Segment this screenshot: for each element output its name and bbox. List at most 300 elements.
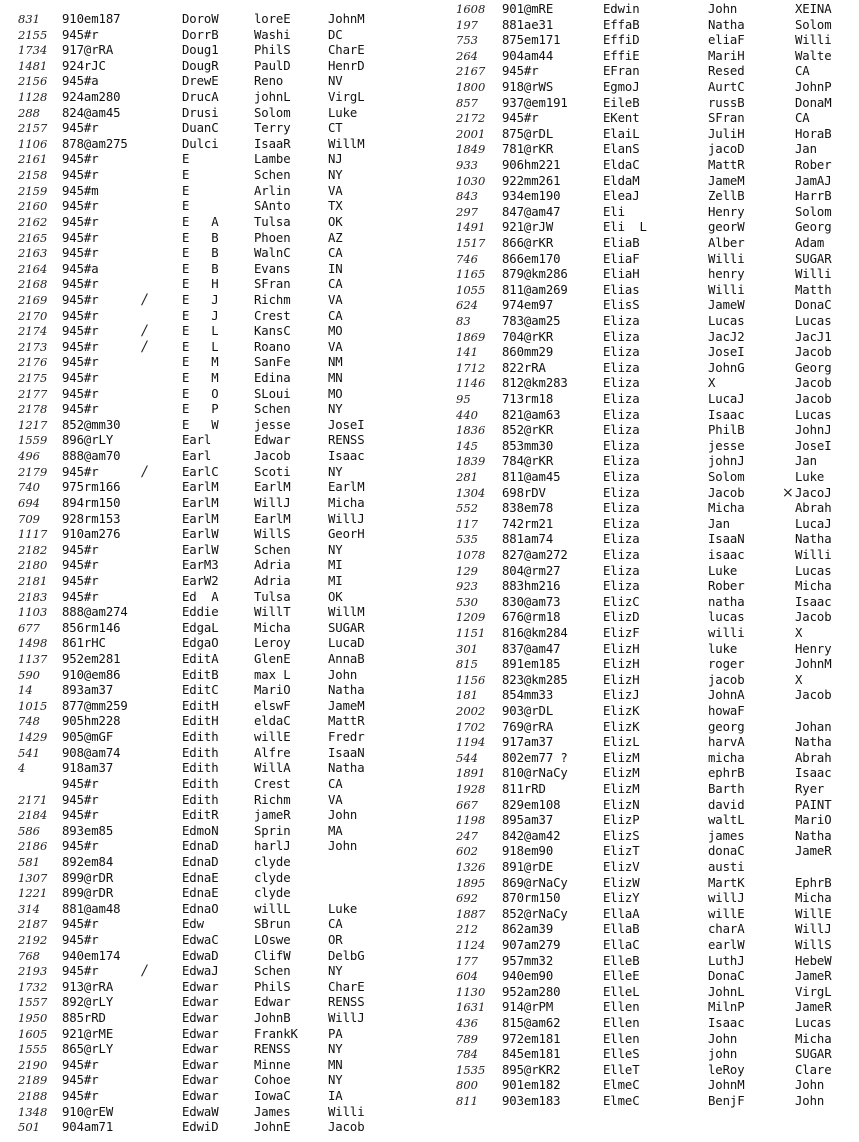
given-name: E H <box>182 277 219 292</box>
ledger-row <box>0 448 440 464</box>
entry-number: 1117 <box>18 527 48 542</box>
given-name: ElmeC <box>603 1094 640 1108</box>
third-name: NV <box>328 74 343 89</box>
third-name: IN <box>328 261 343 276</box>
entry-code: 974em97 <box>502 298 554 313</box>
entry-code: 945#r <box>62 277 99 292</box>
third-name: NM <box>328 355 343 370</box>
entry-code: 881am74 <box>502 532 554 547</box>
ledger-row <box>0 854 440 870</box>
second-name: EarlM <box>254 480 291 495</box>
given-name: Edith <box>182 730 219 745</box>
entry-code: 893am37 <box>62 683 114 698</box>
entry-code: 945#r <box>62 308 99 323</box>
ledger-row <box>0 589 440 605</box>
ledger-row <box>440 937 859 953</box>
ledger-row <box>440 609 859 625</box>
entry-number: 552 <box>456 501 478 516</box>
ledger-row <box>440 953 859 969</box>
entry-code: 945#r <box>62 1073 99 1088</box>
entry-number: 2180 <box>18 558 48 573</box>
second-name: SBrun <box>254 917 291 932</box>
entry-number: 4 <box>18 761 26 776</box>
given-name: EffaB <box>603 17 640 32</box>
given-name: EllaB <box>603 922 640 937</box>
second-name: willE <box>708 906 745 921</box>
entry-code: 917am37 <box>502 735 554 750</box>
entry-code: 945#r <box>62 464 99 479</box>
third-name: MO <box>328 324 343 339</box>
ledger-row <box>440 32 859 48</box>
second-name: georg <box>708 719 745 734</box>
entry-number: 1137 <box>18 652 48 666</box>
entry-code: 888@am274 <box>62 605 128 620</box>
entry-code: 830@am73 <box>502 594 561 609</box>
entry-number: 2159 <box>18 183 48 198</box>
entry-code: 856rm146 <box>62 620 121 635</box>
entry-code: 945#r <box>62 355 99 370</box>
second-name: JameM <box>708 173 745 188</box>
ledger-row <box>440 672 859 688</box>
entry-code: 906hm221 <box>502 158 561 172</box>
third-name: Natha <box>795 532 832 547</box>
ledger-row <box>0 261 440 277</box>
entry-code: 894rm150 <box>62 495 121 510</box>
third-name: Jacob <box>795 392 832 406</box>
given-name: E W <box>182 417 219 432</box>
ledger-row <box>440 204 859 220</box>
entry-number: 2171 <box>18 792 48 807</box>
second-name: RENSS <box>254 1042 291 1057</box>
given-name: E L <box>182 339 219 354</box>
second-name: Schen <box>254 542 291 557</box>
entry-number: 2170 <box>18 308 48 323</box>
ledger-row <box>0 838 440 854</box>
entry-number: 264 <box>456 48 478 63</box>
entry-number: 1151 <box>456 626 486 640</box>
ledger-row <box>0 885 440 901</box>
entry-code: 869@rNaCy <box>502 875 568 890</box>
entry-number: 677 <box>18 620 40 635</box>
entry-number: 753 <box>456 33 478 48</box>
entry-number: 2174 <box>18 324 48 339</box>
third-name: NY <box>328 542 343 557</box>
given-name: EarlM <box>182 480 219 495</box>
given-name: Eli <box>603 204 625 219</box>
second-name: Evans <box>254 261 291 276</box>
second-name: Arlin <box>254 183 291 198</box>
entry-number: 281 <box>456 470 478 484</box>
entry-number: 857 <box>456 95 478 110</box>
ledger-row <box>0 386 440 402</box>
ledger-row <box>440 547 859 563</box>
entry-code: 888@am70 <box>62 449 121 464</box>
given-name: Eliza <box>603 360 640 375</box>
entry-code: 783@am25 <box>502 314 561 328</box>
second-name: JoseI <box>708 345 745 360</box>
given-name: EffiE <box>603 48 640 63</box>
given-name: ElizK <box>603 704 640 718</box>
second-name: JohnB <box>254 1011 291 1026</box>
given-name: Eliza <box>603 470 640 484</box>
ledger-row <box>0 1119 440 1135</box>
entry-number: 2186 <box>18 839 48 854</box>
given-name: Edith <box>182 761 219 776</box>
ledger-row <box>440 266 859 282</box>
entry-number: 2184 <box>18 808 48 823</box>
given-name: EditA <box>182 652 219 666</box>
second-name: John <box>708 1031 738 1046</box>
entry-code: 918am37 <box>62 761 114 776</box>
given-name: E M <box>182 371 219 386</box>
ledger-row <box>0 495 440 511</box>
third-name: Abrah <box>795 501 832 516</box>
entry-code: 924rJC <box>62 58 106 73</box>
entry-code: 945#r <box>62 152 99 167</box>
entry-number: 117 <box>456 516 478 531</box>
entry-code: 922mm261 <box>502 173 561 188</box>
given-name: Eliza <box>603 345 640 360</box>
entry-number: 1326 <box>456 860 486 874</box>
entry-code: 804@rm27 <box>502 563 561 578</box>
second-name: JohnL <box>708 984 745 999</box>
second-name: JameW <box>708 298 745 313</box>
second-name: Rober <box>708 579 745 594</box>
second-name: Cohoe <box>254 1073 291 1088</box>
entry-code: 945#r <box>62 964 99 979</box>
second-name: jacob <box>708 672 745 687</box>
entry-code: 910em187 <box>62 12 121 26</box>
second-name: willE <box>254 730 291 745</box>
second-name: Solom <box>708 470 745 484</box>
entry-number: 83 <box>456 314 471 328</box>
entry-number: 1221 <box>18 886 48 901</box>
third-name: Henry <box>795 641 832 656</box>
second-name: Lucas <box>708 314 745 328</box>
ledger-row <box>440 516 859 532</box>
third-name: Micha <box>795 579 832 594</box>
entry-code: 972em181 <box>502 1031 561 1046</box>
second-name: Tulsa <box>254 589 291 604</box>
entry-code: 860mm29 <box>502 345 554 360</box>
entry-number: 2169 <box>18 292 48 307</box>
given-name: ElizH <box>603 672 640 687</box>
entry-code: 903em183 <box>502 1094 561 1108</box>
ledger-row <box>440 999 859 1015</box>
ledger-row <box>440 563 859 579</box>
second-name: Edwar <box>254 433 291 448</box>
second-name: MartK <box>708 875 745 890</box>
entry-code: 945#r <box>62 121 99 136</box>
third-name: HarrB <box>795 189 832 204</box>
second-name: Tulsa <box>254 214 291 229</box>
ledger-row <box>0 948 440 964</box>
third-name: Lucas <box>795 314 832 328</box>
ledger-row <box>0 245 440 261</box>
entry-code: 875@rDL <box>502 126 554 141</box>
entry-code: 945#r <box>62 542 99 557</box>
third-name: PA <box>328 1026 343 1041</box>
entry-code: 945#m <box>62 183 99 198</box>
ledger-row <box>0 604 440 620</box>
entry-number: 800 <box>456 1078 478 1093</box>
third-name: Natha <box>328 761 365 776</box>
second-name: Jan <box>708 516 730 531</box>
ledger-row <box>0 401 440 417</box>
entry-code: 816@km284 <box>502 626 568 640</box>
third-name: NY <box>328 1073 343 1088</box>
entry-number: 496 <box>18 449 40 464</box>
entry-number: 2161 <box>18 152 48 167</box>
entry-number: 2167 <box>456 64 486 79</box>
entry-code: 862am39 <box>502 922 554 937</box>
entry-number: 1348 <box>18 1104 48 1119</box>
second-name: john <box>708 1047 738 1062</box>
third-name: CharE <box>328 43 365 58</box>
given-name: EleaJ <box>603 189 640 204</box>
ledger-row <box>440 656 859 672</box>
ledger-row <box>440 438 859 454</box>
entry-number: 624 <box>456 298 478 313</box>
second-name: waltL <box>708 813 745 828</box>
entry-code: 975rm166 <box>62 480 121 495</box>
second-name: micha <box>708 750 745 765</box>
entry-code: 802em77 ? <box>502 750 568 765</box>
second-name: Resed <box>708 64 745 79</box>
third-name: MattR <box>328 714 365 729</box>
entry-number: 1128 <box>18 90 48 105</box>
given-name: ElizC <box>603 594 640 609</box>
third-name: Jan <box>795 454 817 469</box>
second-name: georW <box>708 220 745 235</box>
entry-code: 837@am47 <box>502 641 561 656</box>
ledger-row <box>440 531 859 547</box>
second-name: Minne <box>254 1057 291 1072</box>
entry-number: 1887 <box>456 906 486 921</box>
ledger-row <box>0 511 440 527</box>
given-name: Edwar <box>182 1089 219 1104</box>
third-name: JacJ1 <box>795 329 832 344</box>
given-name: E B <box>182 246 219 261</box>
second-name: LOswe <box>254 932 291 947</box>
given-name: EditC <box>182 683 219 698</box>
second-name: harlJ <box>254 839 291 854</box>
given-name: DorrB <box>182 27 219 42</box>
second-name: Edina <box>254 371 291 386</box>
entry-code: 881@am48 <box>62 901 121 916</box>
third-name: Willi <box>795 548 832 562</box>
entry-code: 945#r <box>62 168 99 183</box>
ledger-row <box>0 979 440 995</box>
second-name: Jacob <box>708 485 745 500</box>
entry-number: 1950 <box>18 1011 48 1026</box>
entry-code: 910am276 <box>62 527 121 542</box>
ledger-row <box>440 812 859 828</box>
given-name: Ellen <box>603 1016 640 1030</box>
given-name: E B <box>182 261 219 276</box>
second-name: austi <box>708 860 745 874</box>
entry-number: 1429 <box>18 730 48 745</box>
given-name: EffiD <box>603 33 640 48</box>
second-name: Schen <box>254 168 291 183</box>
given-name: EdnaD <box>182 839 219 854</box>
second-name: Micha <box>254 620 291 635</box>
entry-code: 827@am272 <box>502 548 568 562</box>
ledger-row <box>440 95 859 111</box>
given-name: Eliza <box>603 392 640 406</box>
second-name: Jacob <box>254 449 291 464</box>
entry-number: 831 <box>18 12 40 26</box>
third-name: HoraB <box>795 126 832 141</box>
ledger-row <box>440 687 859 703</box>
given-name: ElizM <box>603 766 640 781</box>
third-name: Fredr <box>328 730 365 745</box>
third-name: Johan <box>795 719 832 734</box>
given-name: EileB <box>603 95 640 110</box>
second-name: EarlM <box>254 511 291 526</box>
second-name: SFran <box>708 111 745 126</box>
entry-code: 896@rLY <box>62 433 114 448</box>
ledger-row <box>0 823 440 839</box>
second-name: jesse <box>254 417 291 432</box>
entry-code: 937@em191 <box>502 95 568 110</box>
ledger-row <box>0 1088 440 1104</box>
entry-code: 945#r <box>62 371 99 386</box>
third-name: Luke <box>328 901 358 916</box>
given-name: E J <box>182 308 219 323</box>
entry-number: 181 <box>456 688 478 703</box>
entry-code: 704@rKR <box>502 329 554 344</box>
entry-code: 838em78 <box>502 501 554 516</box>
given-name: E O <box>182 386 219 401</box>
second-name: Crest <box>254 776 291 791</box>
third-name: Lucas <box>795 563 832 578</box>
given-name: ElizS <box>603 828 640 843</box>
given-name: ElizP <box>603 813 640 828</box>
third-name: JohnM <box>795 657 832 672</box>
given-name: EdwaW <box>182 1104 219 1119</box>
third-name: Jacob <box>795 610 832 625</box>
third-name: NY <box>328 1042 343 1057</box>
given-name: ElizL <box>603 735 640 750</box>
entry-code: 945#r <box>62 776 99 791</box>
third-name: DC <box>328 27 343 42</box>
given-name: Eliza <box>603 579 640 594</box>
third-name: AZ <box>328 230 343 245</box>
third-name: NY <box>328 168 343 183</box>
given-name: EdmoN <box>182 823 219 838</box>
given-name: Eliza <box>603 485 640 500</box>
entry-code: 945#r <box>62 917 99 932</box>
third-name: JoseI <box>328 417 365 432</box>
entry-number: 1156 <box>456 672 486 687</box>
entry-number: 2164 <box>18 261 48 276</box>
given-name: EditH <box>182 714 219 729</box>
third-name: EarlM <box>328 480 365 495</box>
ledger-row <box>440 906 859 922</box>
entry-code: 847@am47 <box>502 204 561 219</box>
third-name: Abrah <box>795 750 832 765</box>
given-name: Eliza <box>603 314 640 328</box>
given-name: ElmeC <box>603 1078 640 1093</box>
third-name: WillJ <box>328 1011 365 1026</box>
given-name: Edwin <box>603 2 640 16</box>
entry-number: 1304 <box>456 485 486 500</box>
given-name: Eliza <box>603 501 640 516</box>
entry-number: 1732 <box>18 979 48 994</box>
second-name: AurtC <box>708 80 745 94</box>
entry-number: 1557 <box>18 995 48 1010</box>
entry-code: 945#r <box>62 199 99 214</box>
given-name: EliaB <box>603 236 640 250</box>
given-name: Edith <box>182 776 219 791</box>
third-name: SUGAR <box>795 251 832 266</box>
entry-number: 709 <box>18 511 40 526</box>
ledger-row <box>440 890 859 906</box>
entry-number: 1124 <box>456 938 486 952</box>
second-name: donaC <box>708 844 745 859</box>
entry-code: 918@rWS <box>502 80 554 94</box>
second-name: Richm <box>254 292 291 307</box>
entry-code: 853mm30 <box>502 438 554 453</box>
ledger-row <box>440 157 859 173</box>
given-name: Dulci <box>182 136 219 151</box>
entry-code: 945#r <box>62 230 99 245</box>
second-name: natha <box>708 594 745 609</box>
entry-number: 740 <box>18 480 40 495</box>
third-name: JohnP <box>795 80 832 94</box>
ledger-row <box>0 167 440 183</box>
given-name: E <box>182 152 190 167</box>
third-name: CA <box>795 111 810 126</box>
ledger-row <box>0 73 440 89</box>
given-name: EdnaE <box>182 870 219 885</box>
given-name: Eddie <box>182 605 219 620</box>
entry-number: 1928 <box>456 782 486 796</box>
entry-number: 2163 <box>18 246 48 261</box>
ledger-row <box>440 921 859 937</box>
entry-code: 945#r <box>502 64 539 79</box>
second-name: Barth <box>708 782 745 796</box>
entry-code: 895@rKR2 <box>502 1062 561 1077</box>
given-name: ElizD <box>603 610 640 625</box>
third-name: JameR <box>795 1000 832 1015</box>
ledger-row <box>440 781 859 797</box>
entry-code: 769@rRA <box>502 719 554 734</box>
ledger-row <box>0 120 440 136</box>
entry-code: 945#r <box>62 402 99 417</box>
entry-number: 1608 <box>456 2 486 16</box>
entry-code: 879@km286 <box>502 267 568 282</box>
third-name: Natha <box>795 735 832 750</box>
given-name: EllaA <box>603 906 640 921</box>
third-name: Jacob <box>795 376 832 391</box>
third-name: MI <box>328 558 343 573</box>
given-name: ElizY <box>603 891 640 906</box>
entry-code: 928rm153 <box>62 511 121 526</box>
ledger-row <box>440 407 859 423</box>
check-mark: / <box>142 338 147 355</box>
ledger-row <box>0 432 440 448</box>
second-name: jacoD <box>708 142 745 157</box>
entry-number: 1712 <box>456 360 486 375</box>
entry-number: 1015 <box>18 698 48 713</box>
entry-code: 815@am62 <box>502 1016 561 1030</box>
second-name: eldaC <box>254 714 291 729</box>
given-name: Earl <box>182 449 212 464</box>
entry-code: 852@rNaCy <box>502 906 568 921</box>
third-name: HebeW <box>795 953 832 968</box>
